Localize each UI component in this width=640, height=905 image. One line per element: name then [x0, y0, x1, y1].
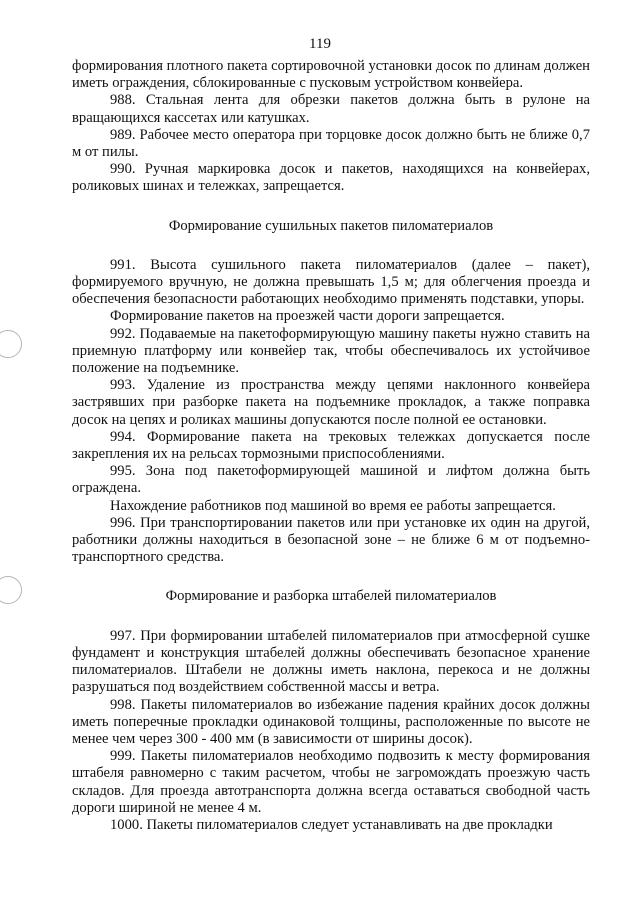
paragraph-995: 995. Зона под пакетоформирующей машиной и лифтом должна быть ограждена.: [72, 463, 590, 497]
paragraph-999: 999. Пакеты пиломатериалов необходимо подвозить к месту формирования штабеля равномерно с таким расчетом, чтобы не загромождать проезжую часть складов. Для проезда автотранспорта должна всегда оставаться свободной часть дороги шириной не менее 4 м.: [72, 748, 590, 816]
paragraph-continuation: формирования плотного пакета сортировочной установки досок по длинам должен иметь ограждения, сблокированные с пусковым устройством конвейера.: [72, 58, 590, 92]
paragraph-991: 991. Высота сушильного пакета пиломатериалов (далее – пакет), формируемого вручную, не должна превышать 1,5 м; для облегчения проезда и обеспечения безопасности работающих необходимо применять подставки, упоры.: [72, 256, 590, 308]
paragraph-996: 996. При транспортировании пакетов или при установке их один на другой, работники должны находиться в безопасной зоне – не ближе 6 м от подъемно-транспортного средства.: [72, 514, 590, 566]
punch-hole-mark: [0, 576, 22, 604]
paragraph-995-note: Нахождение работников под машиной во время ее работы запрещается.: [110, 497, 556, 514]
punch-hole-mark: [0, 330, 22, 358]
paragraph-998: 998. Пакеты пиломатериалов во избежание падения крайних досок должны иметь поперечные прокладки одинаковой толщины, расположенные по высоте не менее чем через 300 - 400 мм (в зависимости от ширины досок).: [72, 696, 590, 747]
document-body: [72, 58, 590, 834]
paragraph-994: 994. Формирование пакета на трековых тележках допускается после закрепления их на рельсах тормозными приспособлениями.: [72, 428, 590, 463]
page-number: 119: [309, 36, 331, 52]
paragraph-989: 989. Рабочее место оператора при торцовке досок должно быть не ближе 0,7 м от пилы.: [72, 126, 590, 161]
paragraph-991-note: Формирование пакетов на проезжей части дороги запрещается.: [110, 308, 505, 325]
paragraph-993: 993. Удаление из пространства между цепями наклонного конвейера застрявших при разборке пакета на подъемнике прокладок, а также поправка досок на цепях и роликах машины допускаются после полной ее остановки.: [72, 377, 590, 428]
paragraph-992: 992. Подаваемые на пакетоформирующую машину пакеты нужно ставить на приемную платформу или конвейер так, чтобы обеспечивалось их устойчивое положение на подъемнике.: [72, 325, 590, 377]
paragraph-1000: 1000. Пакеты пиломатериалов следует устанавливать на две прокладки: [110, 816, 553, 833]
paragraph-990: 990. Ручная маркировка досок и пакетов, находящихся на конвейерах, роликовых шинах и тележках, запрещается.: [72, 161, 590, 195]
paragraph-997: 997. При формировании штабелей пиломатериалов при атмосферной сушке фундамент и конструкция штабелей должны обеспечивать безопасное хранение пиломатериалов. Штабели не должны иметь наклона, перекоса и не должны разрушаться под воздействием собственной массы и ветра.: [72, 627, 590, 696]
section-heading-drying-packages: Формирование сушильных пакетов пиломатериалов: [168, 217, 494, 234]
paragraph-988: 988. Стальная лента для обрезки пакетов должна быть в рулоне на вращающихся кассетах или катушках.: [72, 92, 590, 126]
section-heading-stacks: Формирование и разборка штабелей пиломатериалов: [165, 588, 497, 605]
